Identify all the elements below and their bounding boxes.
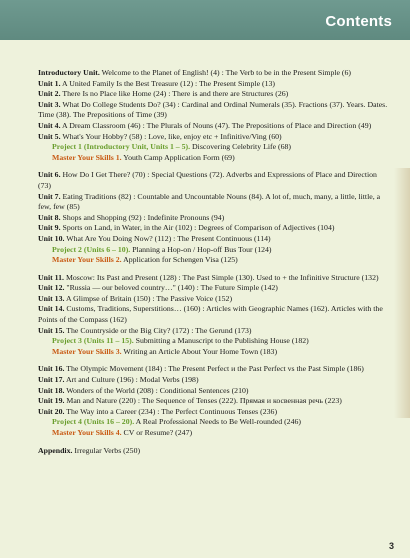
toc-entry-project-4: Project 4 (Units 16 – 20). A Real Professional Needs to Be Well-rounded (246) bbox=[52, 417, 301, 427]
contents-list bbox=[38, 68, 388, 456]
toc-entry-master-skills-4: Master Your Skills 4. CV or Resume? (247) bbox=[52, 428, 193, 437]
toc-entry-intro: Introductory Unit. Welcome to the Planet of English! (4) : The Verb to be in the Present Simple (6) bbox=[38, 68, 352, 77]
toc-entry-unit-15: Unit 15. The Countryside or the Big City? (172) : The Gerund (173) bbox=[38, 325, 252, 335]
toc-entry-master-skills-3: Master Your Skills 3. Writing an Article About Your Home Town (183) bbox=[52, 346, 278, 356]
toc-entry-unit-1: Unit 1. A United Family Is the Best Treasure (12) : The Present Simple (13) bbox=[38, 78, 275, 88]
toc-entry-unit-8: Unit 8. Shops and Shopping (92) : Indefinite Pronouns (94) bbox=[38, 212, 225, 222]
toc-entry-unit-18: Unit 18. Wonders of the World (208) : Conditional Sentences (210) bbox=[38, 385, 249, 395]
toc-entry-unit-7: Unit 7. Eating Traditions (82) : Countable and Uncountable Nouns (84). A lot of, much, many, a little, little, a few, few (85) bbox=[38, 191, 381, 212]
toc-entry-unit-2: Unit 2. There Is no Place like Home (24) : There is and there are Structures (26) bbox=[38, 89, 289, 99]
toc-entry-unit-5: Unit 5. What's Your Hobby? (58) : Love, like, enjoy etc + Infinitive/Ving (60) bbox=[38, 131, 282, 141]
toc-entry-unit-19: Unit 19. Man and Nature (220) : The Sequence of Tenses (222). Прямая и косвенная речь (223) bbox=[38, 396, 342, 406]
toc-entry-unit-6: Unit 6. How Do I Get There? (70) : Special Questions (72). Adverbs and Expressions of Place and Direction (73) bbox=[38, 170, 377, 190]
contents-header bbox=[0, 0, 410, 40]
page-number: 3 bbox=[389, 541, 395, 551]
toc-entry-unit-13: Unit 13. A Glimpse of Britain (150) : The Passive Voice (152) bbox=[38, 293, 233, 303]
page-title: Contents bbox=[325, 13, 392, 30]
toc-entry-unit-17: Unit 17. Art and Culture (196) : Modal Verbs (198) bbox=[38, 375, 199, 385]
toc-entry-unit-9: Unit 9. Sports on Land, in Water, in the Air (102) : Degrees of Comparison of Adjectives (104) bbox=[38, 223, 335, 233]
toc-entry-master-skills-1: Master Your Skills 1. Youth Camp Application Form (69) bbox=[52, 152, 235, 162]
toc-entry-appendix: Appendix. Irregular Verbs (250) bbox=[38, 445, 141, 455]
toc-entry-master-skills-2: Master Your Skills 2. Application for Schengen Visa (125) bbox=[52, 255, 238, 265]
page-edge-shadow bbox=[394, 168, 410, 418]
toc-entry-unit-3: Unit 3. What Do College Students Do? (34) : Cardinal and Ordinal Numerals (35). Fractions (37). Years. Dates. Time (38). The Prepositions of Time (39) bbox=[38, 99, 388, 120]
toc-entry-project-2: Project 2 (Units 6 – 10). Planning a Hop-on / Hop-off Bus Tour (124) bbox=[52, 244, 272, 254]
toc-entry-unit-16: Unit 16. The Olympic Movement (184) : The Present Perfect и the Past Perfect vs the Past Simple (186) bbox=[38, 364, 364, 374]
toc-entry-unit-12: Unit 12. "Russia — our beloved country…" (140) : The Future Simple (142) bbox=[38, 283, 278, 293]
toc-entry-unit-10: Unit 10. What Are You Doing Now? (112) : The Present Continuous (114) bbox=[38, 233, 271, 243]
toc-entry-project-1: Project 1 (Introductory Unit, Units 1 – 5). Discovering Celebrity Life (68) bbox=[52, 142, 291, 152]
toc-entry-unit-4: Unit 4. A Dream Classroom (46) : The Plurals of Nouns (47). The Prepositions of Place and Direction (49) bbox=[38, 120, 372, 130]
toc-entry-unit-14: Unit 14. Customs, Traditions, Superstitions… (160) : Articles with Geographic Names (162). Articles with the Points of the Compass (162) bbox=[38, 304, 383, 325]
toc-entry-unit-11: Unit 11. Moscow: Its Past and Present (128) : The Past Simple (130). Used to + the Infinitive Structure (132) bbox=[38, 272, 379, 282]
toc-entry-unit-20: Unit 20. The Way into a Career (234) : The Perfect Continuous Tenses (236) bbox=[38, 406, 278, 416]
toc-entry-project-3: Project 3 (Units 11 – 15). Submitting a Manuscript to the Publishing House (182) bbox=[52, 336, 309, 346]
